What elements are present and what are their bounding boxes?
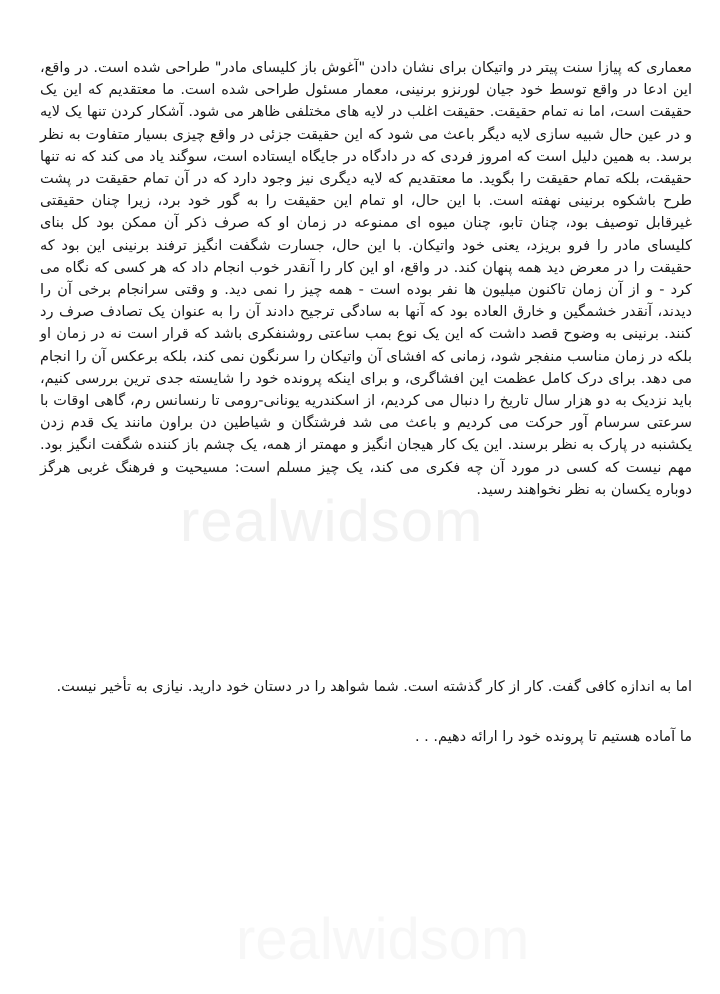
watermark: realwidsom: [180, 489, 484, 554]
body-paragraph-3: [40, 726, 692, 748]
paragraph-text: اما به اندازه کافی گفت. کار از کار گذشته است. شما شواهد را در دستان خود دارید. نیازی به تأخیر نیست.: [56, 679, 692, 695]
body-paragraph-1: [40, 57, 692, 501]
paragraph-text: معماری که پیازا سنت پیتر در واتیکان برای نشان دادن "آغوش باز کلیسای مادر" طراحی شده است. در واقع، این ادعا در واقع توسط خود جیان لورنزو برنینی، معمار مسئول طراحی شده است. ما معتقدیم که این یک حقیقت است، اما نه تمام حقیقت. حقیقت اغلب در لایه های مختلفی ظاهر می شود. آشکار کردن تنها یک لایه و در عین حال شبیه سازی لایه دیگر باعث می شود که این حقیقت جزئی در واقع چیزی بسیار متفاوت به نظر برسد. به همین دلیل است که امروز فردی که در دادگاه در جایگاه ایستاده است، سوگند یاد می کند که نه تنها حقیقت، بلکه تمام حقیقت را بگوید. ما معتقدیم که لایه دیگری نیز وجود دارد که در آن تمام حقیقت در پشت طرح باشکوه برنینی نهفته است. با این حال، او تمام این حقیقت را به گور خود برد، زیرا چنان حقیقتی غیرقابل توصیف بود، چنان تابو، چنان میوه ای ممنوعه در زمان او که صرف ذکر آن ممکن بود کل بنای کلیسای مادر را فرو بریزد، یعنی خود واتیکان. با این حال، جسارت شگفت انگیز ترفند برنینی این بود که حقیقت را در معرض دید همه پنهان کند. در واقع، او این کار را آنقدر خوب انجام داد که هر کسی که نگاه می کرد - و از آن زمان تاکنون میلیون ها نفر بوده است - همه چیز را نمی دید. و وقتی سرانجام برخی آن را دیدند، آنقدر خشمگین و خارق العاده بود که آنها به سادگی ترجیح دادند آن را به عنوان یک تصادف صرف رد کنند. برنینی به وضوح قصد داشت که این یک نوع بمب ساعتی روشنفکری باشد که قرار است نه در زمان او بلکه در زمان مناسب منفجر شود، زمانی که افشای آن واتیکان را سرنگون نمی کند، بلکه برعکس آن را انجام می دهد. برای درک کامل عظمت این افشاگری، و برای اینکه پرونده خود را شایسته جدی ترین بررسی کنیم، باید نزدیک به دو هزار سال تاریخ را دنبال می کردیم، از اسکندریه یونانی-رومی تا رنسانس رم، گاهی اوقات با سرعتی سرسام آور حرکت می کردیم و باعث می شد فرشتگان و شیاطین دن براون مانند یک قدم زدن یکشنبه در پارک به نظر برسند. این یک کار هیجان انگیز و مهمتر از همه، یک چشم باز کننده شگفت انگیز بود. مهم نیست که کسی در مورد آن چه فکری می کند، یک چیز مسلم است: مسیحیت و فرهنگ غربی هرگز دوباره یکسان به نظر نخواهند رسید.: [40, 60, 692, 498]
body-paragraph-2: [40, 676, 692, 698]
paragraph-text: ما آماده هستیم تا پرونده خود را ارائه دهیم. . .: [414, 729, 692, 745]
watermark-faint: realwidsom: [236, 907, 530, 972]
